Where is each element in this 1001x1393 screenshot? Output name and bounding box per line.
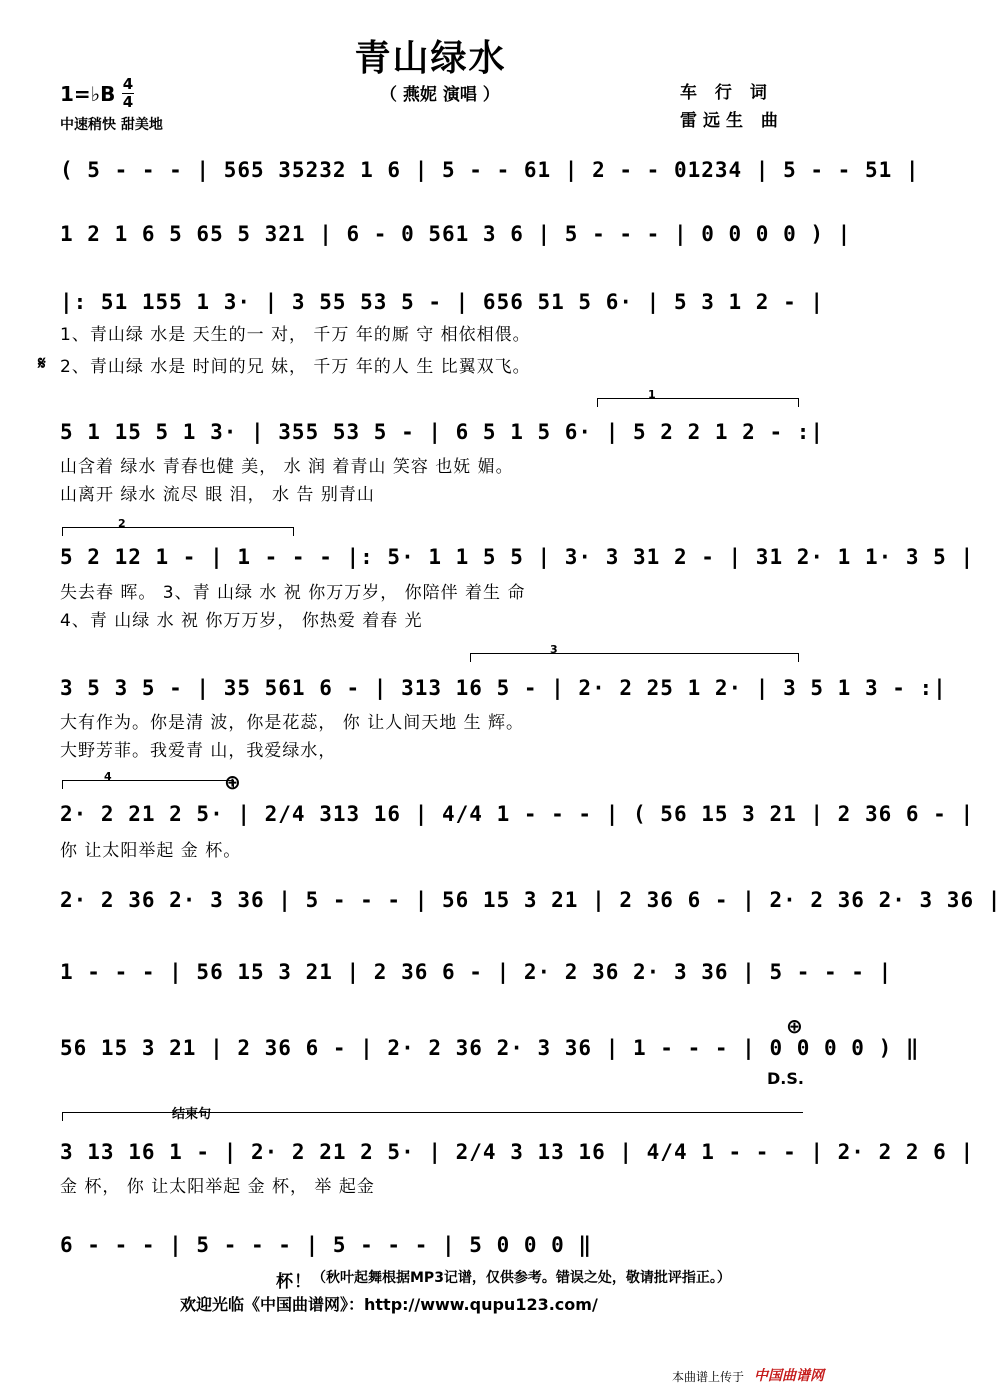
meter-bottom: 4 bbox=[122, 93, 134, 111]
coda-mark: ⊕ bbox=[224, 770, 241, 794]
ending-label: 结束句 bbox=[172, 1107, 212, 1122]
score-line: 6 - - - | 5 - - - | 5 - - - | 5 0 0 0 ‖ bbox=[60, 1233, 593, 1257]
page-title: 青山绿水 bbox=[354, 38, 507, 79]
score-line: 2· 2 21 2 5· | 2/4 313 16 | 4/4 1 - - - | ( 56 15 3 21 | 2 36 6 - | bbox=[60, 802, 975, 826]
lyric-line: 1、青山绿 水是 天生的一 对， 千万 年的厮 守 相依相偎。 bbox=[60, 325, 531, 345]
welcome-text: 欢迎光临《中国曲谱网》：http://www.qupu123.com/ bbox=[180, 1295, 598, 1314]
volta-bracket bbox=[470, 653, 799, 662]
lyric-line: 山离开 绿水 流尽 眼 泪， 水 告 别青山 bbox=[60, 485, 375, 505]
lyric-line: 山含着 绿水 青春也健 美， 水 润 着青山 笑容 也妩 媚。 bbox=[60, 457, 514, 477]
meter-top: 4 bbox=[122, 75, 134, 93]
lyric-line: 大野芳菲。我爱青 山，我爱绿水， bbox=[60, 741, 337, 761]
segno-mark: 𝄋 bbox=[38, 353, 46, 374]
lyricist-credit: 车 行 词 bbox=[680, 83, 773, 103]
lyric-line: 金 杯， 你 让太阳举起 金 杯， 举 起金 bbox=[60, 1177, 375, 1197]
volta-bracket bbox=[597, 398, 799, 407]
score-line: 1 2 1 6 5 65 5 321 | 6 - 0 561 3 6 | 5 - - - | 0 0 0 0 ) | bbox=[60, 222, 852, 246]
lyric-line: 2、青山绿 水是 时间的兄 妹， 千万 年的人 生 比翼双飞。 bbox=[60, 357, 531, 377]
tempo-marking: 中速稍快 甜美地 bbox=[60, 117, 163, 133]
score-line: 3 5 3 5 - | 35 561 6 - | 313 16 5 - | 2· 2 25 1 2· | 3 5 1 3 - :| bbox=[60, 676, 947, 700]
composer-credit: 雷远生 曲 bbox=[680, 111, 784, 131]
volta-bracket bbox=[62, 780, 234, 789]
source-note: （秋叶起舞根据MP3记谱，仅供参考。错误之处，敬请批评指正。） bbox=[312, 1270, 731, 1286]
site-logo: 中国曲谱网 bbox=[754, 1368, 824, 1384]
volta-number: 2 bbox=[118, 517, 126, 530]
score-line: 5 2 12 1 - | 1 - - - |: 5· 1 1 5 5 | 3· 3 31 2 - | 31 2· 1 1· 3 5 | bbox=[60, 545, 975, 569]
lyric-line: 你 让太阳举起 金 杯。 bbox=[60, 841, 242, 861]
score-line: |: 51 155 1 3· | 3 55 53 5 - | 656 51 5 6· | 5 3 1 2 - | bbox=[60, 290, 825, 314]
score-line: 5 1 15 5 1 3· | 355 53 5 - | 6 5 1 5 6· | 5 2 2 1 2 - :| bbox=[60, 420, 825, 444]
score-line: 56 15 3 21 | 2 36 6 - | 2· 2 36 2· 3 36 | 1 - - - | 0 0 0 0 ) ‖ bbox=[60, 1036, 920, 1060]
lyric-line: 失去春 晖。 3、青 山绿 水 祝 你万万岁， 你陪伴 着生 命 bbox=[60, 583, 526, 603]
time-signature bbox=[122, 76, 134, 111]
lyric-line: 杯！ bbox=[276, 1272, 312, 1292]
score-line: 1 - - - | 56 15 3 21 | 2 36 6 - | 2· 2 36 2· 3 36 | 5 - - - | bbox=[60, 960, 893, 984]
volta-number: 1 bbox=[648, 388, 656, 401]
score-line: ( 5 - - - | 565 35232 1 6 | 5 - - 61 | 2 - - 01234 | 5 - - 51 | bbox=[60, 158, 920, 182]
key-signature: 1=♭B bbox=[60, 82, 116, 106]
singer-credit: （ 燕妮 演唱 ） bbox=[380, 85, 500, 105]
footer-text: 本曲谱上传于 bbox=[672, 1370, 745, 1384]
lyric-line: 4、青 山绿 水 祝 你万万岁， 你热爱 着春 光 bbox=[60, 611, 423, 631]
volta-bracket bbox=[62, 527, 294, 536]
lyric-line: 大有作为。你是清 波，你是花蕊， 你 让人间天地 生 辉。 bbox=[60, 713, 525, 733]
coda-mark: ⊕ bbox=[786, 1014, 803, 1038]
dal-segno-mark: D.S. bbox=[767, 1069, 804, 1088]
score-line: 3 13 16 1 - | 2· 2 21 2 5· | 2/4 3 13 16 | 4/4 1 - - - | 2· 2 2 6 | bbox=[60, 1140, 975, 1164]
volta-number: 4 bbox=[104, 770, 112, 783]
volta-number: 3 bbox=[550, 643, 558, 656]
score-line: 2· 2 36 2· 3 36 | 5 - - - | 56 15 3 21 | 2 36 6 - | 2· 2 36 2· 3 36 | bbox=[60, 888, 1001, 912]
